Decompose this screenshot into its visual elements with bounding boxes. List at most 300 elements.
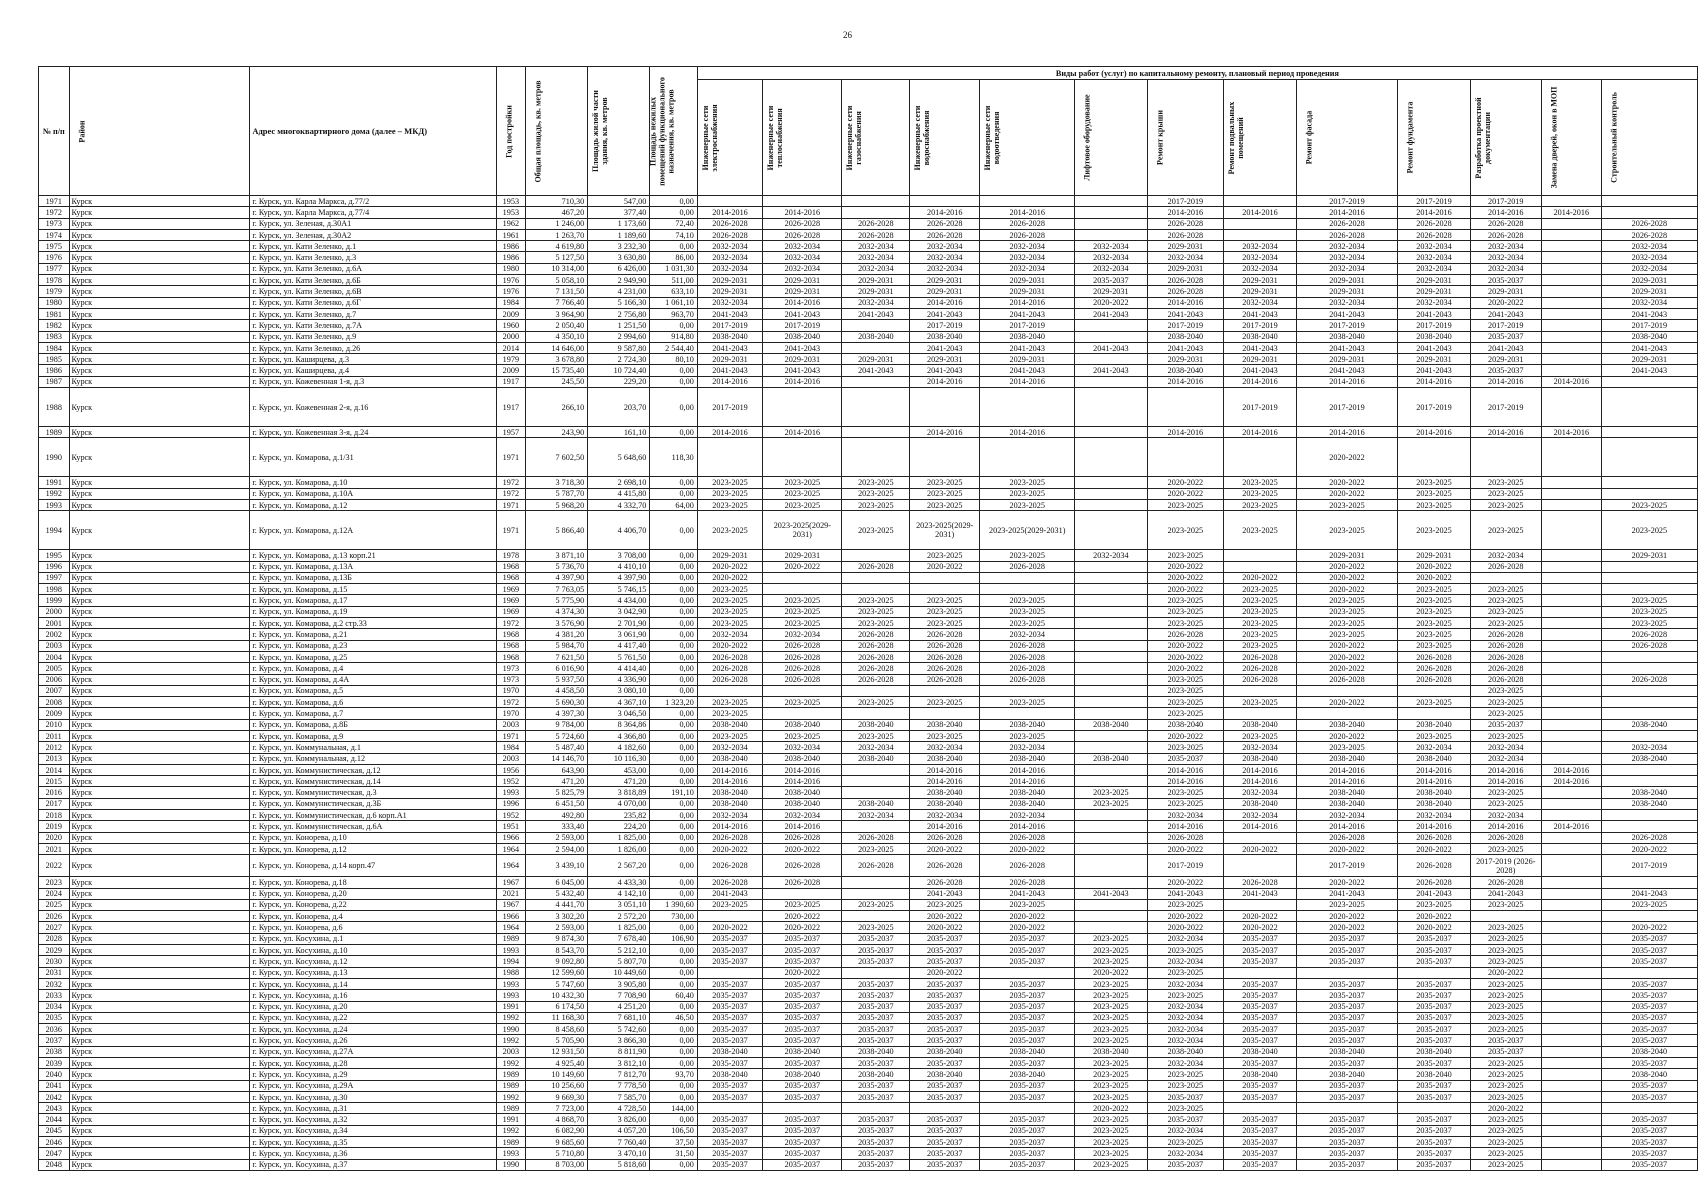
address: г. Курск, ул. Комарова, д.13Б [250,572,496,583]
work-period-cell: 2023-2025 [1075,978,1147,989]
work-period-cell: 2026-2028 [1147,275,1224,286]
work-period-cell: 2017-2019 [1470,388,1541,427]
work-period-cell: 2032-2034 [1224,810,1296,821]
work-period-cell: 2026-2028 [1601,640,1697,651]
area-living: 4 057,20 [588,1125,650,1136]
work-period-cell: 2014-2016 [1224,427,1296,438]
area-total: 5 787,70 [526,488,588,499]
address: г. Курск, ул. Комарова, д.12А [250,511,496,550]
district: Курск [69,388,250,427]
work-period-cell: 2020-2022 [697,843,763,854]
work-period-cell: 2035-2037 [910,1035,980,1046]
table-row [39,488,1698,499]
row-number: 1974 [39,229,70,240]
area-nonres: 46,50 [650,1012,697,1023]
work-period-cell [1075,685,1147,696]
work-period-cell: 2023-2025 [980,618,1075,629]
header-work-10 [1470,80,1541,196]
address: г. Курск, ул. Коммунистическая, д.12 [250,764,496,775]
work-period-cell: 2029-2031 [1601,275,1697,286]
area-total: 4 868,70 [526,1114,588,1125]
work-period-cell [1398,438,1470,477]
row-number: 2028 [39,933,70,944]
work-period-cell: 2035-2037 [1470,1035,1541,1046]
work-period-cell: 2017-2019 [1296,855,1398,877]
year-built: 1957 [496,427,525,438]
work-period-cell: 2020-2022 [1147,843,1224,854]
work-period-cell: 2032-2034 [763,810,842,821]
area-nonres: 963,70 [650,308,697,319]
area-total: 4 925,40 [526,1058,588,1069]
work-period-cell: 2023-2025 [842,511,910,550]
address: г. Курск, ул. Коммунистическая, д.14 [250,776,496,787]
row-number: 1988 [39,388,70,427]
work-period-cell: 2017-2019 [1398,196,1470,207]
header-year [496,67,525,196]
work-period-cell: 2041-2043 [1398,308,1470,319]
work-period-cell: 2038-2040 [697,753,763,764]
area-total: 7 131,50 [526,286,588,297]
work-period-cell: 2041-2043 [1075,888,1147,899]
district: Курск [69,550,250,561]
work-period-cell: 2038-2040 [1601,798,1697,809]
work-period-cell: 2035-2037 [980,933,1075,944]
work-period-cell [697,685,763,696]
work-period-cell [1541,787,1601,798]
district: Курск [69,595,250,606]
address: г. Курск, ул. Комарова, д.7 [250,708,496,719]
work-period-cell [842,550,910,561]
district: Курск [69,488,250,499]
work-period-cell [1541,798,1601,809]
work-period-cell: 2029-2031 [1601,550,1697,561]
work-period-cell: 2020-2022 [697,640,763,651]
table-row [39,561,1698,572]
area-nonres: 0,00 [650,376,697,387]
work-period-cell: 2023-2025 [763,477,842,488]
work-period-cell: 2026-2028 [910,218,980,229]
work-period-cell [842,342,910,353]
work-period-cell: 2035-2037 [910,1091,980,1102]
work-period-cell: 2029-2031 [763,286,842,297]
work-period-cell: 2035-2037 [842,945,910,956]
work-period-cell: 2017-2019 [1224,388,1296,427]
area-living: 10 116,30 [588,753,650,764]
work-period-cell [763,438,842,477]
work-period-cell: 2035-2037 [1224,1001,1296,1012]
work-period-cell [1541,1103,1601,1114]
work-period-cell [1224,855,1296,877]
work-period-cell: 2032-2034 [1470,742,1541,753]
work-period-cell: 2014-2016 [1224,376,1296,387]
work-period-cell: 2023-2025 [1224,477,1296,488]
work-period-cell: 2023-2025 [697,488,763,499]
work-period-cell: 2038-2040 [763,1069,842,1080]
table-row [39,708,1698,719]
work-period-cell: 2038-2040 [1296,331,1398,342]
work-period-cell: 2032-2034 [842,241,910,252]
year-built: 1988 [496,967,525,978]
area-nonres: 1 323,20 [650,697,697,708]
table-row [39,810,1698,821]
area-nonres: 0,00 [650,595,697,606]
work-period-cell: 2023-2025 [697,499,763,510]
area-total: 5 866,40 [526,511,588,550]
address: г. Курск, ул. Конорева, д.14 корп.47 [250,855,496,877]
work-period-cell: 2035-2037 [763,1080,842,1091]
area-nonres: 60,40 [650,990,697,1001]
work-period-cell: 2041-2043 [763,365,842,376]
work-period-cell: 2029-2031 [697,550,763,561]
area-total: 3 871,10 [526,550,588,561]
row-number: 1971 [39,196,70,207]
year-built: 1917 [496,388,525,427]
work-period-cell: 2026-2028 [842,629,910,640]
work-period-cell: 2035-2037 [910,933,980,944]
work-period-cell: 2017-2019 [763,320,842,331]
header-work-5 [1075,80,1147,196]
work-period-cell: 2035-2037 [1470,331,1541,342]
work-period-cell: 2023-2025 [1224,595,1296,606]
work-period-cell: 2023-2025 [697,606,763,617]
area-total: 5 127,50 [526,252,588,263]
area-total: 1 246,00 [526,218,588,229]
work-period-cell: 2029-2031 [1224,275,1296,286]
work-period-cell [1224,218,1296,229]
work-period-cell [1398,708,1470,719]
work-period-cell [1541,229,1601,240]
work-period-cell: 2038-2040 [1601,753,1697,764]
work-period-cell: 2026-2028 [1224,674,1296,685]
address: г. Курск, ул. Конорева, д.4 [250,911,496,922]
work-period-cell [1470,438,1541,477]
work-period-cell: 2020-2022 [1296,843,1398,854]
year-built: 1990 [496,1159,525,1170]
work-period-cell: 2041-2043 [697,888,763,899]
address: г. Курск, ул. Коммунистическая, д.6А [250,821,496,832]
work-period-cell: 2026-2028 [910,629,980,640]
work-period-cell: 2026-2028 [910,640,980,651]
year-built: 1971 [496,730,525,741]
work-period-cell: 2023-2025 [1296,618,1398,629]
work-period-cell: 2023-2025 [1296,899,1398,910]
work-period-cell: 2035-2037 [1224,990,1296,1001]
area-nonres: 0,00 [650,764,697,775]
work-period-cell: 2014-2016 [1398,776,1470,787]
row-number: 2002 [39,629,70,640]
work-period-cell: 2038-2040 [842,331,910,342]
area-total: 4 374,30 [526,606,588,617]
work-period-cell [842,376,910,387]
work-period-cell: 2026-2028 [697,229,763,240]
work-period-cell: 2026-2028 [1398,832,1470,843]
work-period-cell: 2029-2031 [1075,286,1147,297]
page-number: 26 [843,30,852,40]
work-period-cell [1075,561,1147,572]
area-living: 1 251,50 [588,320,650,331]
work-period-cell: 2014-2016 [980,376,1075,387]
work-period-cell [1075,618,1147,629]
table-row [39,990,1698,1001]
work-period-cell [842,572,910,583]
area-total: 5 432,40 [526,888,588,899]
work-period-cell: 2020-2022 [910,967,980,978]
row-number: 2003 [39,640,70,651]
header-work-text: Ремонт подвальных помещений [1227,101,1246,174]
work-period-cell: 2014-2016 [1296,821,1398,832]
work-period-cell: 2035-2037 [910,945,980,956]
header-work-text: Инженерные сети электроснабжения [700,103,719,172]
work-period-cell: 2014-2016 [697,764,763,775]
work-period-cell: 2035-2037 [697,1035,763,1046]
address: г. Курск, ул. Конорева, д.22 [250,899,496,910]
work-period-cell: 2035-2037 [910,1148,980,1159]
work-period-cell: 2020-2022 [763,967,842,978]
area-total: 7 602,50 [526,438,588,477]
work-period-cell: 2023-2025 [980,606,1075,617]
work-period-cell: 2032-2034 [763,241,842,252]
work-period-cell [697,196,763,207]
work-period-cell: 2029-2031 [1147,241,1224,252]
area-living: 2 572,20 [588,911,650,922]
area-total: 5 690,30 [526,697,588,708]
work-period-cell: 2023-2025 [842,499,910,510]
work-period-cell: 2041-2043 [763,308,842,319]
area-nonres: 1 061,10 [650,297,697,308]
work-period-cell: 2023-2025 [1470,1012,1541,1023]
area-living: 6 426,00 [588,263,650,274]
work-period-cell: 2023-2025 [1075,798,1147,809]
work-period-cell: 2014-2016 [1296,207,1398,218]
area-total: 3 302,20 [526,911,588,922]
work-period-cell [1541,1137,1601,1148]
work-period-cell: 2023-2025 [1470,595,1541,606]
work-period-cell: 2038-2040 [1147,1046,1224,1057]
work-period-cell: 2023-2025 [842,922,910,933]
address: г. Курск, ул. Кати Зеленко, д.3 [250,252,496,263]
year-built: 1967 [496,877,525,888]
work-period-cell: 2041-2043 [980,308,1075,319]
area-total: 5 736,70 [526,561,588,572]
work-period-cell: 2038-2040 [1296,719,1398,730]
table-row [39,365,1698,376]
row-number: 1975 [39,241,70,252]
area-total: 467,20 [526,207,588,218]
district: Курск [69,1069,250,1080]
area-living: 1 826,00 [588,843,650,854]
work-period-cell: 2032-2034 [1147,1125,1224,1136]
work-period-cell: 2014-2016 [1296,764,1398,775]
work-period-cell: 2041-2043 [1296,365,1398,376]
work-period-cell: 2014-2016 [1224,764,1296,775]
year-built: 1986 [496,252,525,263]
area-nonres: 0,00 [650,1024,697,1035]
work-period-cell [1541,1001,1601,1012]
year-built: 1989 [496,1069,525,1080]
table-row [39,922,1698,933]
header-area-total [526,67,588,196]
address: г. Курск, ул. Комарова, д.2 стр.33 [250,618,496,629]
table-row [39,663,1698,674]
area-living: 2 567,20 [588,855,650,877]
work-period-cell: 2020-2022 [1470,297,1541,308]
work-period-cell: 2014-2016 [697,821,763,832]
work-period-cell: 2023-2025 [763,899,842,910]
work-period-cell: 2014-2016 [910,207,980,218]
work-period-cell: 2017-2019 [697,320,763,331]
work-period-cell: 2035-2037 [1601,933,1697,944]
work-period-cell: 2035-2037 [1296,1012,1398,1023]
work-period-cell: 2038-2040 [910,331,980,342]
work-period-cell: 2035-2037 [980,1114,1075,1125]
area-total: 7 766,40 [526,297,588,308]
work-period-cell: 2026-2028 [1470,877,1541,888]
work-period-cell: 2041-2043 [1224,308,1296,319]
work-period-cell: 2023-2025 [1470,697,1541,708]
work-period-cell: 2032-2034 [842,742,910,753]
work-period-cell: 2035-2037 [842,1012,910,1023]
table-row [39,241,1698,252]
work-period-cell: 2038-2040 [842,798,910,809]
work-period-cell: 2023-2025 [1470,1125,1541,1136]
work-period-cell: 2023-2025 [1470,488,1541,499]
work-period-cell: 2026-2028 [910,855,980,877]
row-number: 2007 [39,685,70,696]
area-living: 2 698,10 [588,477,650,488]
work-period-cell: 2014-2016 [763,776,842,787]
district: Курск [69,218,250,229]
work-period-cell: 2023-2025 [1296,511,1398,550]
work-period-cell: 2032-2034 [697,629,763,640]
area-nonres: 0,00 [650,584,697,595]
work-period-cell: 2014-2016 [1147,776,1224,787]
work-period-cell: 2023-2025 [697,511,763,550]
work-period-cell [980,708,1075,719]
work-period-cell: 2014-2016 [1470,764,1541,775]
row-number: 1978 [39,275,70,286]
work-period-cell: 2035-2037 [1224,1137,1296,1148]
work-period-cell: 2038-2040 [697,1046,763,1057]
area-nonres: 0,00 [650,753,697,764]
work-period-cell: 2029-2031 [1296,275,1398,286]
header-no: № п/п [39,67,70,196]
district: Курск [69,855,250,877]
work-period-cell: 2029-2031 [842,275,910,286]
work-period-cell [1075,663,1147,674]
district: Курск [69,753,250,764]
work-period-cell: 2026-2028 [1398,218,1470,229]
work-period-cell: 2023-2025 [1075,787,1147,798]
table-row [39,438,1698,477]
work-period-cell: 2035-2037 [1296,1091,1398,1102]
work-period-cell: 2014-2016 [1147,821,1224,832]
work-period-cell: 2035-2037 [1601,1035,1697,1046]
work-period-cell [1541,956,1601,967]
area-nonres: 0,00 [650,572,697,583]
area-living: 1 825,00 [588,832,650,843]
work-period-cell: 2035-2037 [1470,719,1541,730]
work-period-cell [1541,1058,1601,1069]
year-built: 2009 [496,365,525,376]
work-period-cell: 2023-2025 [910,499,980,510]
area-living: 3 232,30 [588,241,650,252]
area-living: 3 826,00 [588,1114,650,1125]
work-period-cell: 2020-2022 [1296,877,1398,888]
district: Курск [69,888,250,899]
work-period-cell [910,572,980,583]
work-period-cell: 2035-2037 [1398,1114,1470,1125]
area-total: 9 669,30 [526,1091,588,1102]
work-period-cell: 2026-2028 [1470,218,1541,229]
work-period-cell [1541,331,1601,342]
area-living: 4 070,00 [588,798,650,809]
area-living: 7 585,70 [588,1091,650,1102]
work-period-cell: 2032-2034 [910,810,980,821]
work-period-cell: 2029-2031 [842,354,910,365]
area-nonres: 0,00 [650,888,697,899]
work-period-cell [1541,550,1601,561]
work-period-cell [1075,911,1147,922]
work-period-cell: 2023-2025 [1075,1069,1147,1080]
address: г. Курск, ул. Косухина, д.30 [250,1091,496,1102]
work-period-cell: 2023-2025 [1147,674,1224,685]
work-period-cell [1541,561,1601,572]
work-period-cell: 2038-2040 [842,1046,910,1057]
area-total: 9 092,80 [526,956,588,967]
district: Курск [69,477,250,488]
work-period-cell: 2038-2040 [763,1046,842,1057]
work-period-cell [1296,967,1398,978]
work-period-cell: 2017-2019 [980,320,1075,331]
district: Курск [69,241,250,252]
table-row [39,945,1698,956]
row-number: 1989 [39,427,70,438]
work-period-cell: 2041-2043 [1296,888,1398,899]
table-row [39,584,1698,595]
work-period-cell: 2029-2031 [697,275,763,286]
district: Курск [69,1035,250,1046]
year-built: 1971 [496,438,525,477]
area-living: 5 742,60 [588,1024,650,1035]
work-period-cell [1075,320,1147,331]
work-period-cell: 2023-2025 [842,488,910,499]
work-period-cell: 2038-2040 [980,331,1075,342]
year-built: 1970 [496,685,525,696]
work-period-cell: 2032-2034 [1147,933,1224,944]
work-period-cell: 2035-2037 [1398,1159,1470,1170]
work-period-cell: 2035-2037 [1075,275,1147,286]
work-period-cell: 2023-2025 [1147,945,1224,956]
area-nonres: 0,00 [650,1035,697,1046]
work-period-cell [1541,674,1601,685]
work-period-cell: 2035-2037 [1296,1148,1398,1159]
row-number: 2037 [39,1035,70,1046]
area-total: 10 149,60 [526,1069,588,1080]
work-period-cell [842,427,910,438]
work-period-cell: 2020-2022 [1147,640,1224,651]
year-built: 1994 [496,956,525,967]
row-number: 1976 [39,252,70,263]
work-period-cell: 2023-2025 [842,843,910,854]
work-period-cell: 2035-2037 [697,933,763,944]
work-period-cell: 2014-2016 [1224,207,1296,218]
work-period-cell [1541,1114,1601,1125]
row-number: 2047 [39,1148,70,1159]
year-built: 1968 [496,561,525,572]
work-period-cell: 2026-2028 [842,855,910,877]
area-nonres: 0,00 [650,1058,697,1069]
area-total: 266,10 [526,388,588,427]
